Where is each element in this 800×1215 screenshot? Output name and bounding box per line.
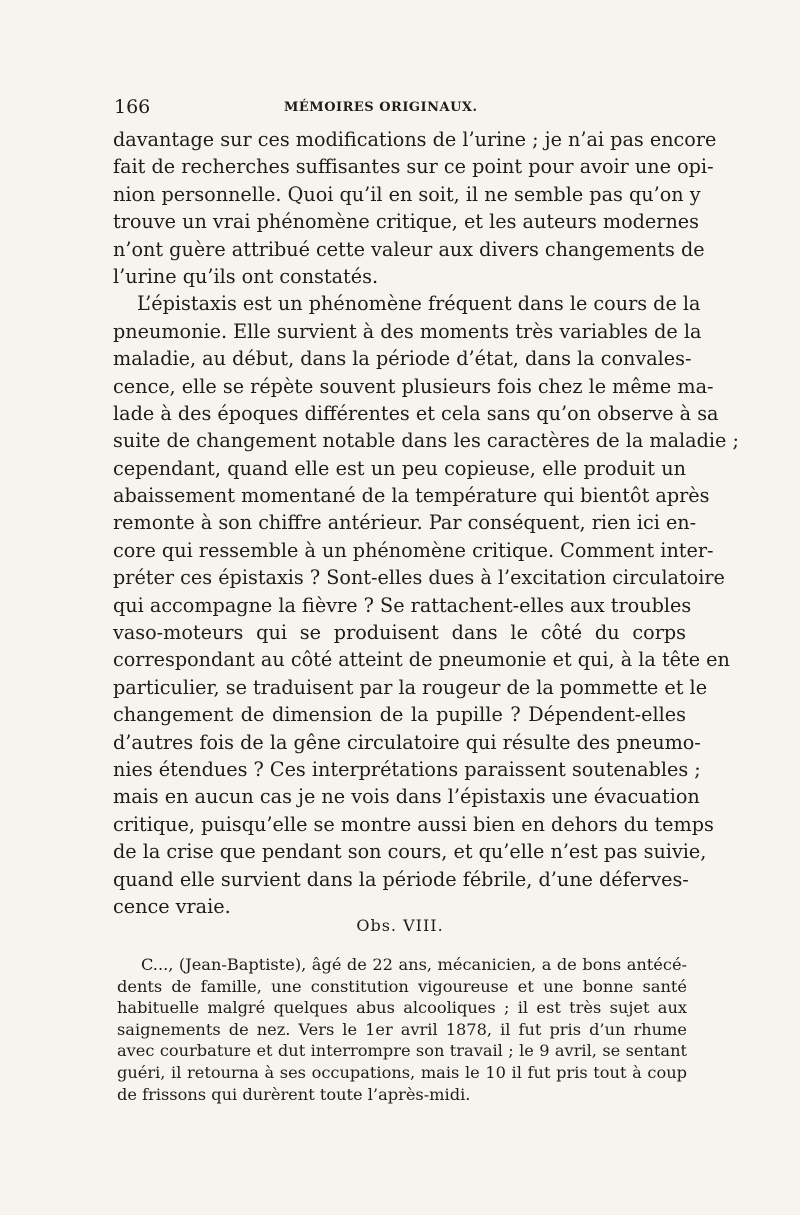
text-line: lade à des époques différentes et cela sans qu’on observe à sa bbox=[113, 401, 719, 425]
text-line: changement de dimension de la pupille ? Dépendent-elles bbox=[113, 703, 686, 727]
text-line: trouve un vrai phénomène critique, et les auteurs modernes bbox=[113, 210, 700, 234]
observation-line: saignements de nez. Vers le 1er avril 1878, il fut pris d’un rhume bbox=[117, 1019, 687, 1039]
text-line: nion personnelle. Quoi qu’il en soit, il ne semble pas qu’on y bbox=[113, 182, 701, 206]
text-line: cence, elle se répète souvent plusieurs fois chez le même ma- bbox=[113, 374, 714, 398]
running-head: MÉMOIRES ORIGINAUX. bbox=[284, 100, 478, 115]
main-text bbox=[113, 126, 739, 920]
text-line: davantage sur ces modifications de l’urine ; je n’ai pas encore bbox=[113, 128, 717, 151]
text-line: qui accompagne la fièvre ? Se rattachent-elles aux troubles bbox=[113, 593, 692, 617]
text-line: correspondant au côté atteint de pneumonie et qui, à la tête en bbox=[113, 648, 730, 672]
observation-line: avec courbature et dut interrompre son travail ; le 9 avril, se sentant bbox=[117, 1041, 687, 1061]
page-header bbox=[114, 96, 686, 122]
text-line: fait de recherches suffisantes sur ce point pour avoir une opi- bbox=[113, 155, 714, 179]
text-line: maladie, au début, dans la période d’état, dans la convales- bbox=[113, 347, 692, 371]
text-line: n’ont guère attribué cette valeur aux divers changements de bbox=[113, 237, 705, 261]
text-line: L’épistaxis est un phénomène fréquent dans le cours de la bbox=[137, 292, 701, 316]
text-line: quand elle survient dans la période fébrile, d’une déferves- bbox=[113, 867, 689, 891]
text-line: cependant, quand elle est un peu copieuse, elle produit un bbox=[113, 456, 686, 480]
text-line: l’urine qu’ils ont constatés. bbox=[113, 264, 379, 288]
text-line: abaissement momentané de la température qui bientôt après bbox=[113, 484, 710, 508]
observation-title: Obs. VIII. bbox=[356, 916, 444, 935]
observation-line: guéri, il retourna à ses occupations, mais le 10 il fut pris tout à coup bbox=[117, 1062, 687, 1082]
text-line: suite de changement notable dans les caractères de la maladie ; bbox=[113, 429, 739, 453]
text-line: de la crise que pendant son cours, et qu’elle n’est pas suivie, bbox=[113, 840, 707, 864]
text-line: particulier, se traduisent par la rougeur de la pommette et le bbox=[113, 675, 708, 699]
text-line: pneumonie. Elle survient à des moments très variables de la bbox=[113, 319, 702, 343]
text-line: core qui ressemble à un phénomène critique. Comment inter- bbox=[113, 538, 714, 562]
paragraph-1 bbox=[113, 126, 717, 290]
page-number: 166 bbox=[114, 96, 151, 118]
text-line: cence vraie. bbox=[113, 894, 231, 918]
text-line: critique, puisqu’elle se montre aussi bien en dehors du temps bbox=[113, 812, 714, 836]
paragraph-2 bbox=[113, 290, 739, 920]
text-line: d’autres fois de la gêne circulatoire qui résulte des pneumo- bbox=[113, 730, 701, 754]
observation-line: C..., (Jean-Baptiste), âgé de 22 ans, mécanicien, a de bons antécé- bbox=[141, 955, 687, 974]
text-line: nies étendues ? Ces interprétations paraissent soutenables ; bbox=[113, 757, 701, 781]
observation-line: dents de famille, une constitution vigoureuse et une bonne santé bbox=[117, 976, 687, 996]
observation-text bbox=[117, 954, 687, 1105]
observation-line: habituelle malgré quelques abus alcooliques ; il est très sujet aux bbox=[117, 998, 687, 1018]
text-line: mais en aucun cas je ne vois dans l’épistaxis une évacuation bbox=[113, 785, 700, 809]
observation-line: de frissons qui durèrent toute l’après-midi. bbox=[117, 1084, 471, 1104]
text-line: vaso-moteurs qui se produisent dans le côté du corps bbox=[113, 621, 686, 645]
text-line: préter ces épistaxis ? Sont-elles dues à l’excitation circulatoire bbox=[113, 566, 725, 590]
text-line: remonte à son chiffre antérieur. Par conséquent, rien ici en- bbox=[113, 511, 697, 535]
